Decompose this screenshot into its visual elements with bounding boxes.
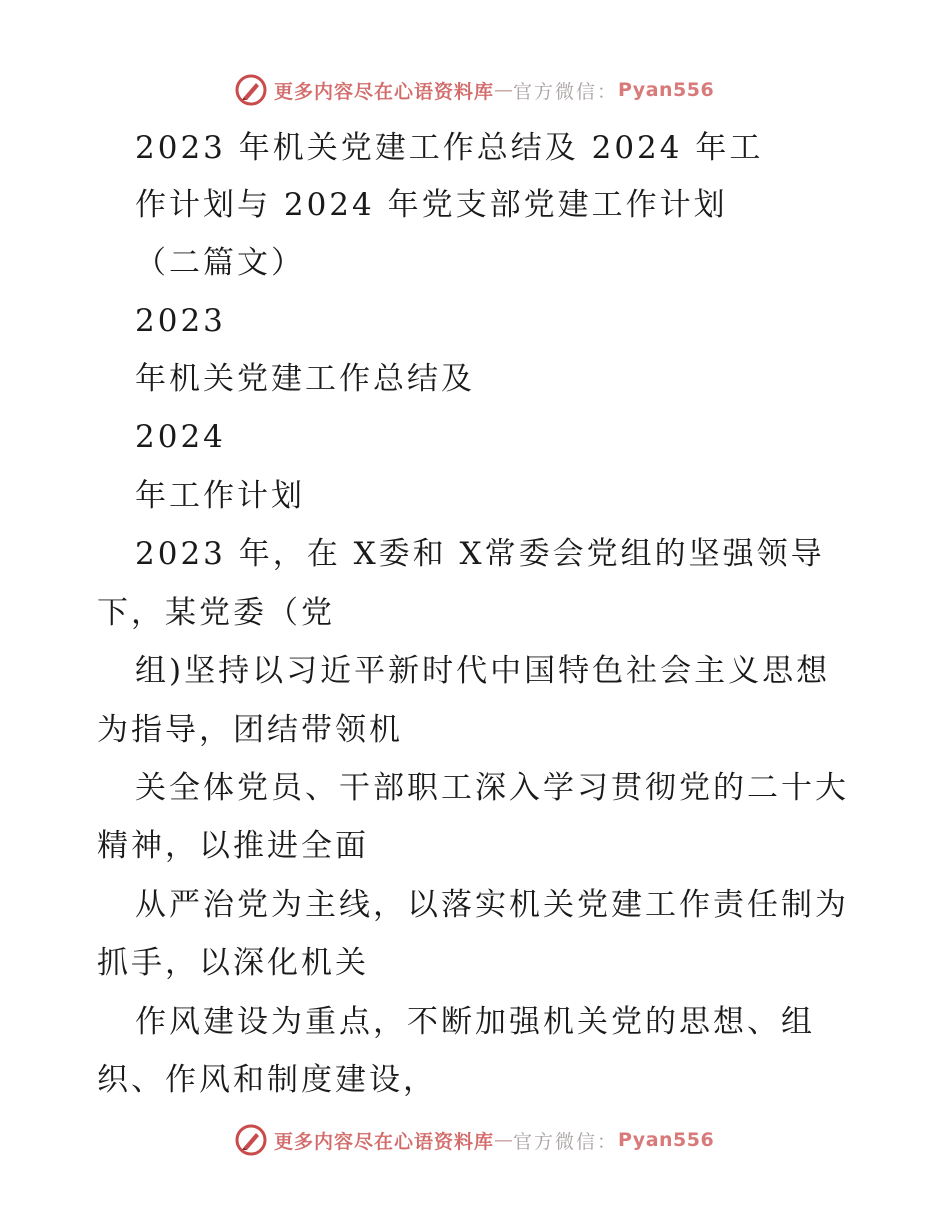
paragraph-line: 精神，以推进全面 [97,828,369,864]
watermark-dash: — [494,79,514,101]
watermark-wechat-id: Pyan556 [618,1129,715,1151]
paragraph-line: 作风建设为重点，不断加强机关党的思想、组 [135,1004,815,1040]
watermark-title: 更多内容尽在心语资料库 [274,1130,495,1153]
heading-line-4: 年工作计划 [135,478,305,514]
heading-line-1: 2023 [135,303,226,339]
paragraph-line: 织、作风和制度建设， [97,1062,437,1098]
paragraph-line: 下，某党委（党 [97,595,335,631]
title-line-2: 作计划与 2024 年党支部党建工作计划 [135,187,728,223]
watermark-label: 官方微信： [513,1130,619,1153]
paragraph-line: 组)坚持以习近平新时代中国特色社会主义思想 [135,653,831,689]
heading-line-2: 年机关党建工作总结及 [135,361,475,397]
paragraph-line: 从严治党为主线，以落实机关党建工作责任制为 [135,887,849,923]
footer-watermark [234,1123,714,1157]
watermark-dash: — [494,1129,514,1151]
title-line-1: 2023 年机关党建工作总结及 2024 年工 [135,130,764,166]
pen-circle-icon [234,1123,268,1157]
header-watermark [234,73,714,107]
watermark-label: 官方微信： [513,80,619,103]
watermark-title: 更多内容尽在心语资料库 [274,80,495,103]
paragraph-line: 2023 年，在 X委和 X常委会党组的坚强领导 [135,536,825,572]
pen-circle-icon [234,73,268,107]
paragraph-line: 关全体党员、干部职工深入学习贯彻党的二十大 [135,770,849,806]
heading-line-3: 2024 [135,419,226,455]
paragraph-line: 抓手，以深化机关 [97,945,369,981]
title-line-3: （二篇文） [135,245,305,281]
watermark-wechat-id: Pyan556 [618,79,715,101]
paragraph-line: 为指导，团结带领机 [97,712,403,748]
